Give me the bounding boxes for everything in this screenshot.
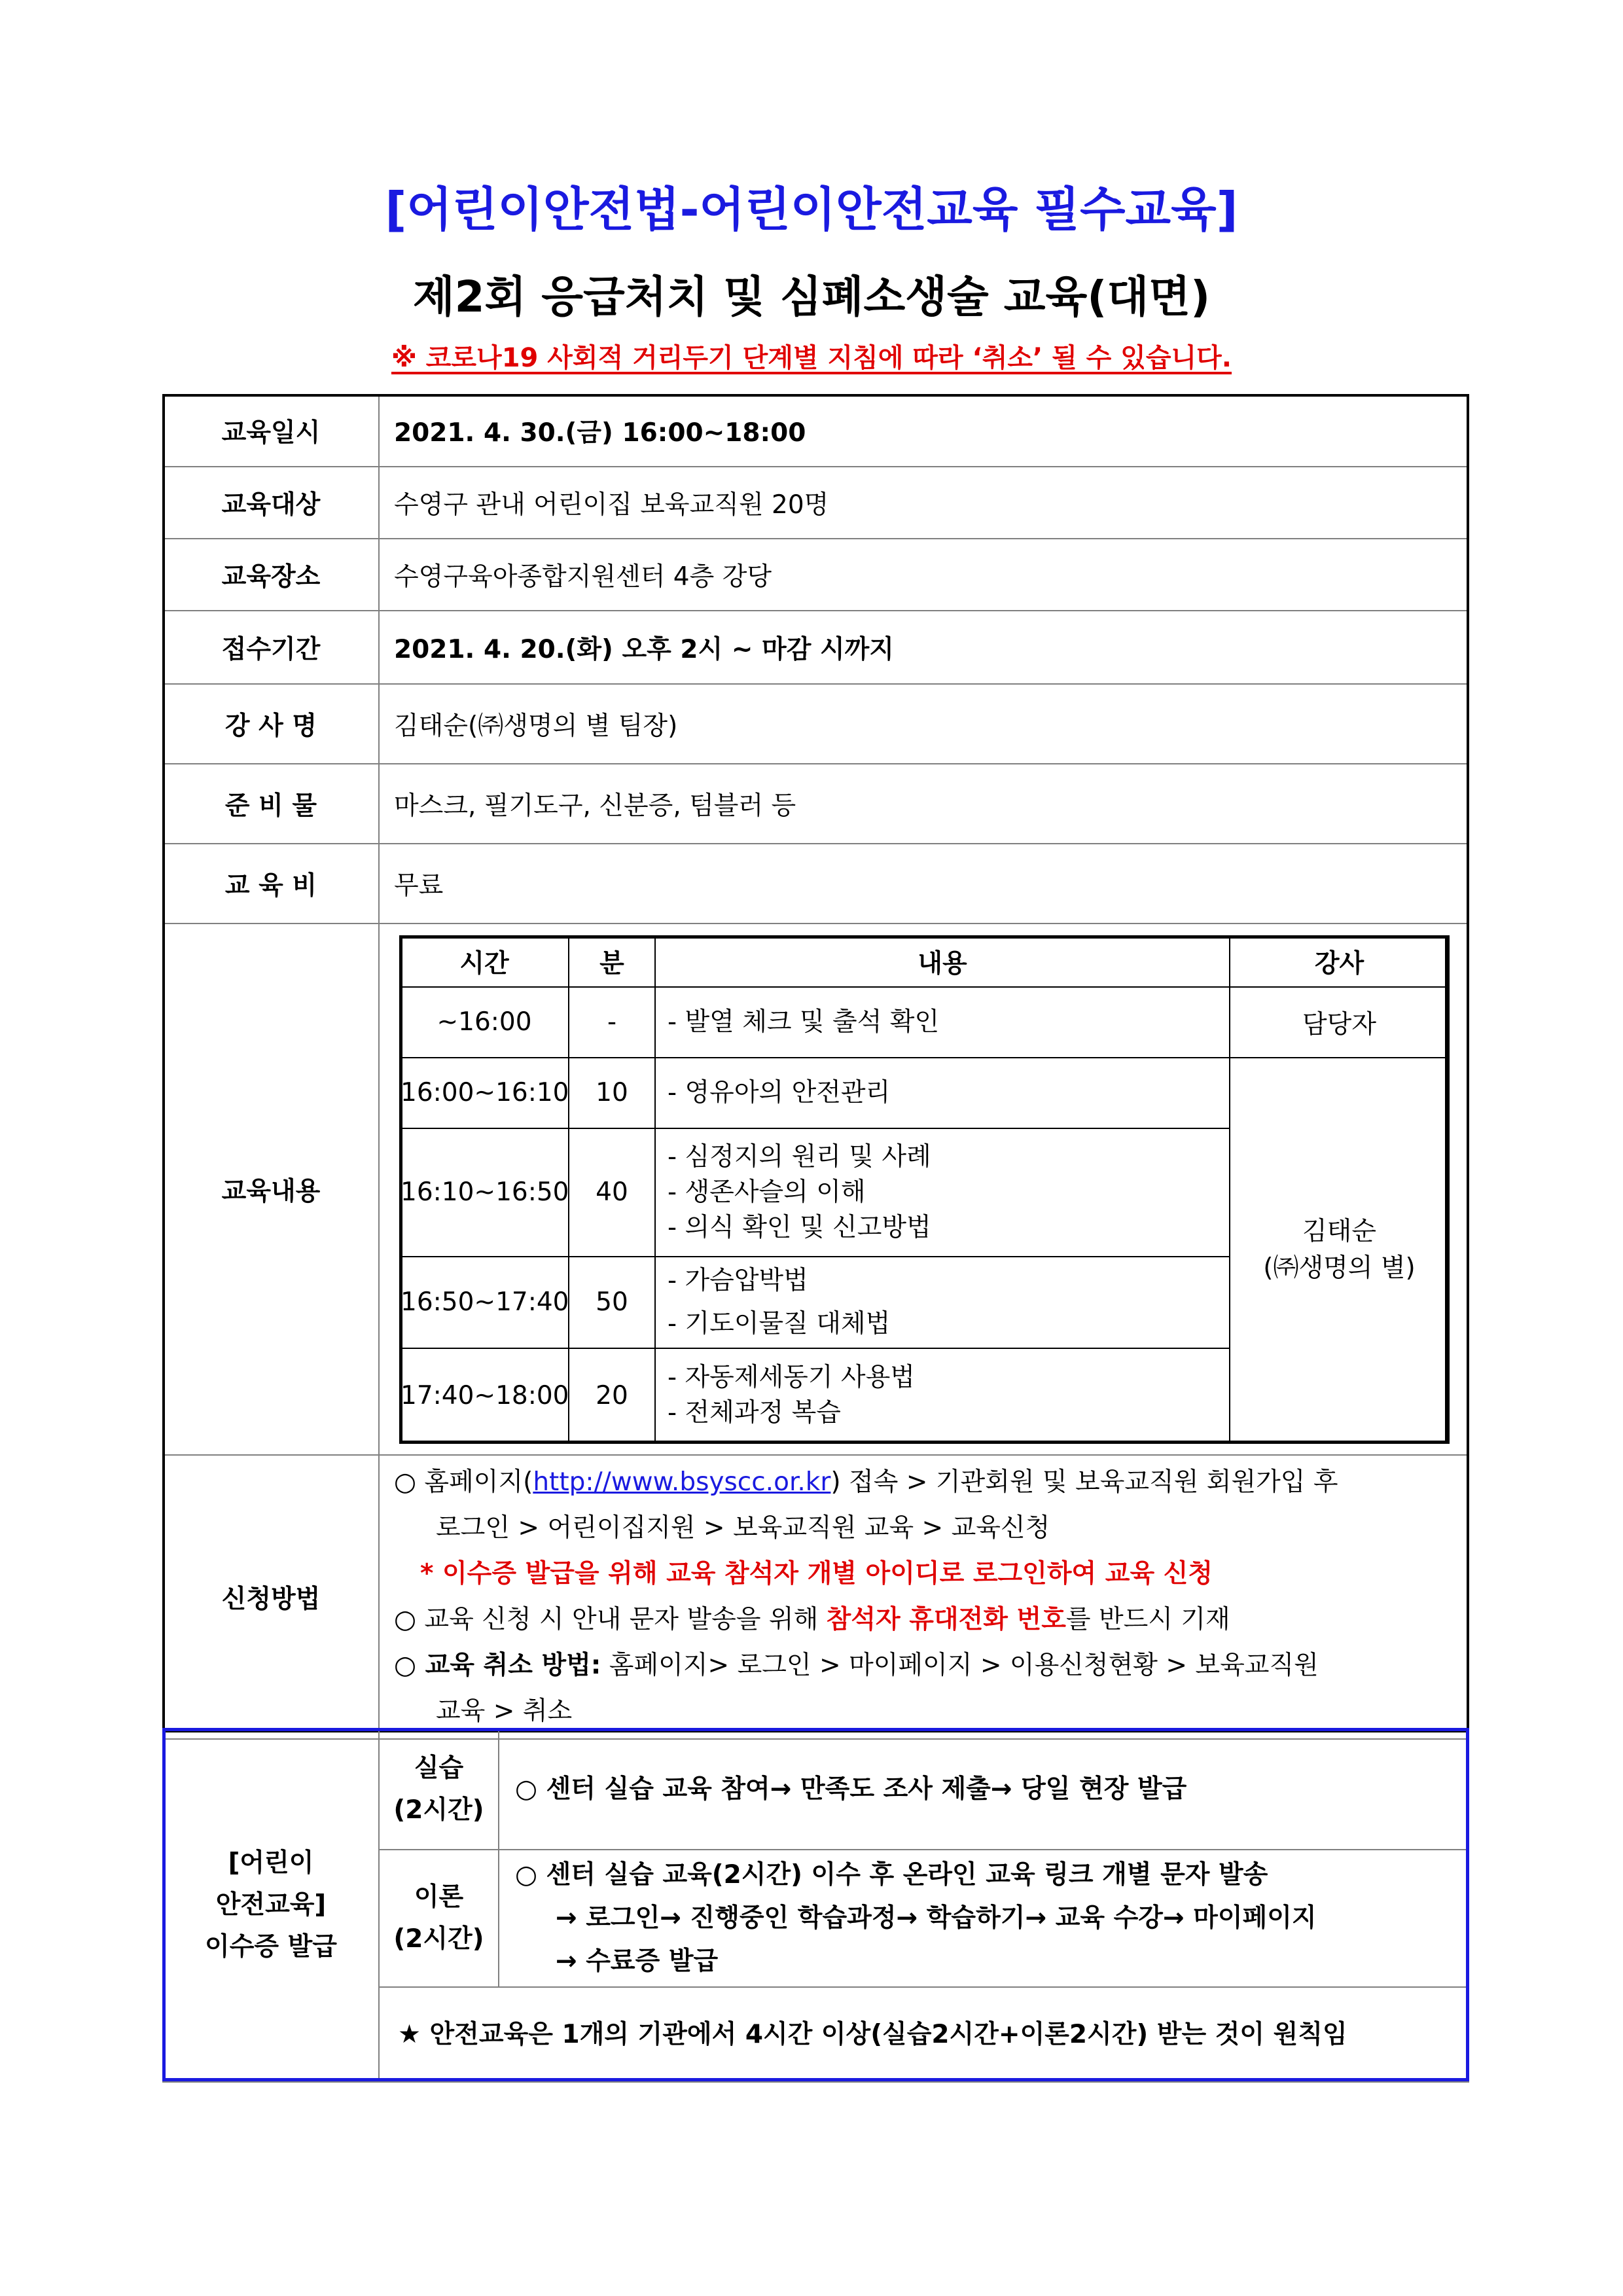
target-label: 교육대상 xyxy=(163,467,379,539)
schedule-cell xyxy=(379,924,1469,1455)
schedule-content: - 영유아의 안전관리 xyxy=(655,1058,1230,1128)
apply-method: ○ 홈페이지(http://www.bsyscc.or.kr) 접속 > 기관회원 및 보육교직원 회원가입 후 로그인 > 어린이집지원 > 보육교직원 교육 > 교육신청 * 이수증 발급을 위해 교육 참석자 개별 아이디로 로그인하여 교육 신청 ○ 교육 신청 시 안내 문자 발송을 위해 참석자 휴대전화 번호를 반드시 기재 ○ 교육 취소 방법: 홈페이지> 로그인 > 마이페이지 > 이용신청현황 > 보육교직원 교육 > 취소 xyxy=(379,1455,1469,1739)
theory-text: ○ 센터 실습 교육(2시간) 이수 후 온라인 교육 링크 개별 문자 발송 → 로그인→ 진행중인 학습과정→ 학습하기→ 교육 수강→ 마이페이지 → 수료증 발급 xyxy=(499,1850,1469,1987)
schedule-time: 16:00~16:10 xyxy=(400,1058,569,1128)
schedule-time: 16:50~17:40 xyxy=(400,1257,569,1348)
schedule-header-instructor: 강사 xyxy=(1230,936,1449,987)
schedule-header-content: 내용 xyxy=(655,936,1230,987)
practice-text: ○ 센터 실습 교육 참여→ 만족도 조사 제출→ 당일 현장 발급 xyxy=(499,1729,1469,1850)
target-value: 수영구 관내 어린이집 보육교직원 20명 xyxy=(379,467,1469,539)
schedule-content: - 발열 체크 및 출석 확인 xyxy=(655,987,1230,1058)
schedule-header-time: 시간 xyxy=(400,936,569,987)
schedule-minutes: 40 xyxy=(569,1128,655,1257)
schedule-minutes: 10 xyxy=(569,1058,655,1128)
document-subtitle: 제2회 응급처치 및 심폐소생술 교육(대면) xyxy=(412,272,1211,322)
fee-label: 교 육 비 xyxy=(163,844,379,924)
date-value: 2021. 4. 30.(금) 16:00~18:00 xyxy=(379,395,1469,467)
supplies-label: 준 비 물 xyxy=(163,764,379,844)
schedule-instructor: 김태순 (㈜생명의 별) xyxy=(1230,1058,1449,1443)
table-row xyxy=(400,987,1449,1058)
content-label: 교육내용 xyxy=(163,924,379,1455)
place-value: 수영구육아종합지원센터 4층 강당 xyxy=(379,539,1469,611)
schedule-content: - 가슴압박법 - 기도이물질 대체법 xyxy=(655,1257,1230,1348)
schedule-minutes: - xyxy=(569,987,655,1058)
homepage-link[interactable]: http://www.bsyscc.or.kr xyxy=(533,1467,831,1497)
schedule-table xyxy=(399,935,1450,1444)
lecturer-label: 강 사 명 xyxy=(163,684,379,764)
schedule-minutes: 20 xyxy=(569,1348,655,1443)
practice-label: 실습 (2시간) xyxy=(379,1729,499,1850)
apply-label: 신청방법 xyxy=(163,1455,379,1739)
schedule-content: - 자동제세동기 사용법 - 전체과정 복습 xyxy=(655,1348,1230,1443)
table-row xyxy=(400,1058,1449,1128)
supplies-value: 마스크, 필기도구, 신분증, 텀블러 등 xyxy=(379,764,1469,844)
fee-value: 무료 xyxy=(379,844,1469,924)
apply-note: * 이수증 발급을 위해 교육 참석자 개별 아이디로 로그인하여 교육 신청 xyxy=(420,1559,1213,1588)
date-label: 교육일시 xyxy=(163,395,379,467)
place-label: 교육장소 xyxy=(163,539,379,611)
certificate-label: [어린이 안전교육] 이수증 발급 xyxy=(163,1729,379,2082)
document-title: [어린이안전법-어린이안전교육 필수교육] xyxy=(385,182,1238,237)
safety-rule: ★ 안전교육은 1개의 기관에서 4시간 이상(실습2시간+이론2시간) 받는 것이 원칙임 xyxy=(379,1987,1469,2082)
schedule-time: ~16:00 xyxy=(400,987,569,1058)
certificate-frame xyxy=(162,1728,1469,2081)
schedule-staff: 담당자 xyxy=(1230,987,1449,1058)
lecturer-value: 김태순(㈜생명의 별 팀장) xyxy=(379,684,1469,764)
education-info-table xyxy=(162,394,1469,1740)
theory-label: 이론 (2시간) xyxy=(379,1850,499,1987)
schedule-content: - 심정지의 원리 및 사례 - 생존사슬의 이해 - 의식 확인 및 신고방법 xyxy=(655,1128,1230,1257)
cancellation-notice: ※ 코로나19 사회적 거리두기 단계별 지침에 따라 ‘취소’ 될 수 있습니다. xyxy=(391,343,1232,373)
schedule-time: 17:40~18:00 xyxy=(400,1348,569,1443)
schedule-time: 16:10~16:50 xyxy=(400,1128,569,1257)
period-value: 2021. 4. 20.(화) 오후 2시 ~ 마감 시까지 xyxy=(379,611,1469,684)
schedule-header-minutes: 분 xyxy=(569,936,655,987)
period-label: 접수기간 xyxy=(163,611,379,684)
schedule-minutes: 50 xyxy=(569,1257,655,1348)
